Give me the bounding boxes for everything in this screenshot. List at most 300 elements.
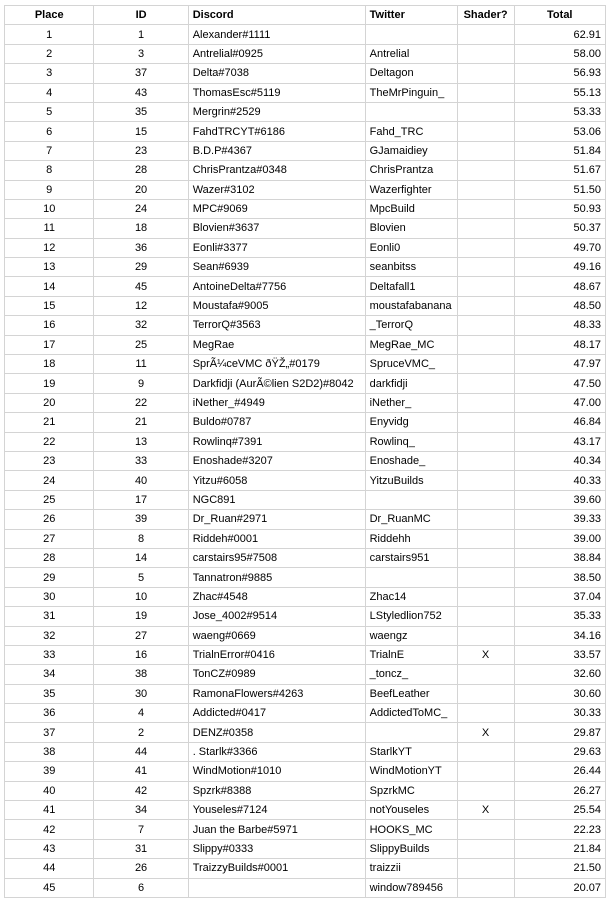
place-cell[interactable]: 17 — [5, 335, 94, 354]
discord-cell[interactable]: carstairs95#7508 — [188, 548, 365, 567]
id-cell[interactable]: 1 — [94, 25, 188, 44]
discord-cell[interactable]: FahdTRCYT#6186 — [188, 122, 365, 141]
twitter-cell[interactable]: waengz — [365, 626, 457, 645]
table-row — [5, 451, 606, 470]
id-cell[interactable]: 16 — [94, 645, 188, 664]
shader-cell[interactable] — [457, 83, 514, 102]
place-cell[interactable]: 20 — [5, 393, 94, 412]
id-cell[interactable]: 36 — [94, 238, 188, 257]
place-cell[interactable]: 31 — [5, 607, 94, 626]
id-cell[interactable]: 24 — [94, 199, 188, 218]
discord-cell[interactable]: Buldo#0787 — [188, 413, 365, 432]
shader-cell[interactable] — [457, 199, 514, 218]
discord-cell[interactable]: Mergrin#2529 — [188, 102, 365, 121]
place-cell[interactable]: 19 — [5, 374, 94, 393]
place-cell[interactable]: 8 — [5, 161, 94, 180]
place-cell[interactable]: 27 — [5, 529, 94, 548]
total-cell[interactable]: 30.60 — [514, 684, 605, 703]
total-cell[interactable]: 48.33 — [514, 316, 605, 335]
id-cell[interactable]: 4 — [94, 704, 188, 723]
table-row — [5, 645, 606, 664]
table-row — [5, 180, 606, 199]
twitter-cell[interactable]: ChrisPrantza — [365, 161, 457, 180]
total-cell[interactable]: 51.50 — [514, 180, 605, 199]
shader-cell[interactable] — [457, 44, 514, 63]
twitter-cell[interactable]: AddictedToMC_ — [365, 704, 457, 723]
twitter-cell[interactable]: TrialnE — [365, 645, 457, 664]
table-row — [5, 762, 606, 781]
shader-cell[interactable]: X — [457, 801, 514, 820]
table-row — [5, 64, 606, 83]
id-cell[interactable]: 35 — [94, 102, 188, 121]
twitter-cell[interactable]: notYouseles — [365, 801, 457, 820]
place-cell[interactable]: 30 — [5, 587, 94, 606]
discord-cell[interactable]: TonCZ#0989 — [188, 665, 365, 684]
twitter-cell[interactable]: Antrelial — [365, 44, 457, 63]
shader-cell[interactable] — [457, 335, 514, 354]
twitter-cell[interactable]: Blovien — [365, 219, 457, 238]
place-cell[interactable]: 1 — [5, 25, 94, 44]
place-cell[interactable]: 15 — [5, 296, 94, 315]
twitter-cell[interactable]: SpruceVMC_ — [365, 355, 457, 374]
total-cell[interactable]: 39.60 — [514, 490, 605, 509]
twitter-cell[interactable]: SpzrkMC — [365, 781, 457, 800]
shader-cell[interactable]: X — [457, 645, 514, 664]
place-cell[interactable]: 25 — [5, 490, 94, 509]
discord-cell[interactable]: Spzrk#8388 — [188, 781, 365, 800]
table-row — [5, 277, 606, 296]
total-cell[interactable]: 26.27 — [514, 781, 605, 800]
place-cell[interactable]: 23 — [5, 451, 94, 470]
total-cell[interactable]: 48.67 — [514, 277, 605, 296]
place-cell[interactable]: 42 — [5, 820, 94, 839]
discord-cell[interactable]: DENZ#0358 — [188, 723, 365, 742]
discord-cell[interactable]: Blovien#3637 — [188, 219, 365, 238]
shader-cell[interactable] — [457, 25, 514, 44]
twitter-cell[interactable] — [365, 490, 457, 509]
total-cell[interactable]: 50.93 — [514, 199, 605, 218]
id-cell[interactable]: 39 — [94, 510, 188, 529]
place-cell[interactable]: 4 — [5, 83, 94, 102]
twitter-cell[interactable]: StarlkYT — [365, 742, 457, 761]
place-cell[interactable]: 14 — [5, 277, 94, 296]
table-row — [5, 102, 606, 121]
discord-cell[interactable]: NGC891 — [188, 490, 365, 509]
discord-cell[interactable]: MPC#9069 — [188, 199, 365, 218]
total-cell[interactable]: 53.33 — [514, 102, 605, 121]
shader-cell[interactable] — [457, 355, 514, 374]
discord-cell[interactable]: Moustafa#9005 — [188, 296, 365, 315]
shader-cell[interactable] — [457, 490, 514, 509]
twitter-cell[interactable]: LStyledlion752 — [365, 607, 457, 626]
id-cell[interactable]: 29 — [94, 258, 188, 277]
place-cell[interactable]: 26 — [5, 510, 94, 529]
shader-cell[interactable] — [457, 432, 514, 451]
twitter-cell[interactable]: Fahd_TRC — [365, 122, 457, 141]
place-cell[interactable]: 12 — [5, 238, 94, 257]
table-row — [5, 161, 606, 180]
place-cell[interactable]: 29 — [5, 568, 94, 587]
shader-cell[interactable] — [457, 781, 514, 800]
total-cell[interactable]: 47.97 — [514, 355, 605, 374]
twitter-cell[interactable] — [365, 723, 457, 742]
total-cell[interactable]: 38.84 — [514, 548, 605, 567]
place-cell[interactable]: 22 — [5, 432, 94, 451]
total-cell[interactable]: 34.16 — [514, 626, 605, 645]
discord-cell[interactable]: . Starlk#3366 — [188, 742, 365, 761]
twitter-cell[interactable]: Deltagon — [365, 64, 457, 83]
twitter-cell[interactable]: iNether_ — [365, 393, 457, 412]
discord-cell[interactable]: SprÃ¼ceVMC ðŸŽ„#0179 — [188, 355, 365, 374]
discord-cell[interactable]: Enoshade#3207 — [188, 451, 365, 470]
id-cell[interactable]: 15 — [94, 122, 188, 141]
discord-cell[interactable]: WindMotion#1010 — [188, 762, 365, 781]
table-row — [5, 199, 606, 218]
twitter-cell[interactable]: Dr_RuanMC — [365, 510, 457, 529]
twitter-cell[interactable]: GJamaidiey — [365, 141, 457, 160]
id-cell[interactable]: 13 — [94, 432, 188, 451]
table-row — [5, 723, 606, 742]
twitter-cell[interactable]: _TerrorQ — [365, 316, 457, 335]
discord-cell[interactable]: Darkfidji (AurÃ©lien S2D2)#8042 — [188, 374, 365, 393]
shader-cell[interactable] — [457, 296, 514, 315]
id-cell[interactable]: 26 — [94, 859, 188, 878]
id-cell[interactable]: 14 — [94, 548, 188, 567]
id-cell[interactable]: 5 — [94, 568, 188, 587]
total-cell[interactable]: 26.44 — [514, 762, 605, 781]
id-cell[interactable]: 2 — [94, 723, 188, 742]
shader-cell[interactable] — [457, 684, 514, 703]
place-cell[interactable]: 41 — [5, 801, 94, 820]
shader-cell[interactable] — [457, 762, 514, 781]
total-cell[interactable]: 29.87 — [514, 723, 605, 742]
place-cell[interactable]: 39 — [5, 762, 94, 781]
shader-cell[interactable] — [457, 529, 514, 548]
discord-cell[interactable]: ThomasEsc#5119 — [188, 83, 365, 102]
place-cell[interactable]: 21 — [5, 413, 94, 432]
twitter-cell[interactable]: Eonli0 — [365, 238, 457, 257]
total-cell[interactable]: 48.17 — [514, 335, 605, 354]
id-cell[interactable]: 32 — [94, 316, 188, 335]
total-cell[interactable]: 25.54 — [514, 801, 605, 820]
discord-cell[interactable] — [188, 878, 365, 897]
id-cell[interactable]: 9 — [94, 374, 188, 393]
total-cell[interactable]: 35.33 — [514, 607, 605, 626]
shader-cell[interactable] — [457, 471, 514, 490]
id-cell[interactable]: 28 — [94, 161, 188, 180]
shader-cell[interactable] — [457, 161, 514, 180]
place-cell[interactable]: 24 — [5, 471, 94, 490]
total-cell[interactable]: 30.33 — [514, 704, 605, 723]
total-cell[interactable]: 38.50 — [514, 568, 605, 587]
id-cell[interactable]: 21 — [94, 413, 188, 432]
twitter-cell[interactable]: HOOKS_MC — [365, 820, 457, 839]
place-cell[interactable]: 3 — [5, 64, 94, 83]
twitter-cell[interactable]: MpcBuild — [365, 199, 457, 218]
discord-cell[interactable]: Wazer#3102 — [188, 180, 365, 199]
twitter-cell[interactable] — [365, 102, 457, 121]
shader-cell[interactable] — [457, 316, 514, 335]
discord-cell[interactable]: Tannatron#9885 — [188, 568, 365, 587]
total-cell[interactable]: 33.57 — [514, 645, 605, 664]
total-cell[interactable]: 37.04 — [514, 587, 605, 606]
id-cell[interactable]: 25 — [94, 335, 188, 354]
twitter-cell[interactable]: Rowlinq_ — [365, 432, 457, 451]
discord-cell[interactable]: Delta#7038 — [188, 64, 365, 83]
total-cell[interactable]: 62.91 — [514, 25, 605, 44]
twitter-cell[interactable]: MegRae_MC — [365, 335, 457, 354]
shader-cell[interactable] — [457, 64, 514, 83]
twitter-cell[interactable]: Wazerfighter — [365, 180, 457, 199]
shader-cell[interactable] — [457, 122, 514, 141]
place-cell[interactable]: 37 — [5, 723, 94, 742]
id-cell[interactable]: 41 — [94, 762, 188, 781]
shader-cell[interactable] — [457, 374, 514, 393]
table-row — [5, 258, 606, 277]
twitter-cell[interactable]: YitzuBuilds — [365, 471, 457, 490]
shader-cell[interactable] — [457, 665, 514, 684]
shader-cell[interactable] — [457, 839, 514, 858]
table-row — [5, 820, 606, 839]
total-cell[interactable]: 22.23 — [514, 820, 605, 839]
place-cell[interactable]: 43 — [5, 839, 94, 858]
shader-cell[interactable]: X — [457, 723, 514, 742]
place-cell[interactable]: 40 — [5, 781, 94, 800]
id-cell[interactable]: 40 — [94, 471, 188, 490]
id-cell[interactable]: 33 — [94, 451, 188, 470]
header-id[interactable]: ID — [94, 6, 188, 25]
place-cell[interactable]: 9 — [5, 180, 94, 199]
shader-cell[interactable] — [457, 704, 514, 723]
place-cell[interactable]: 7 — [5, 141, 94, 160]
total-cell[interactable]: 48.50 — [514, 296, 605, 315]
shader-cell[interactable] — [457, 180, 514, 199]
discord-cell[interactable]: Sean#6939 — [188, 258, 365, 277]
id-cell[interactable]: 18 — [94, 219, 188, 238]
id-cell[interactable]: 22 — [94, 393, 188, 412]
total-cell[interactable]: 39.00 — [514, 529, 605, 548]
discord-cell[interactable]: MegRae — [188, 335, 365, 354]
total-cell[interactable]: 50.37 — [514, 219, 605, 238]
shader-cell[interactable] — [457, 587, 514, 606]
table-row — [5, 316, 606, 335]
shader-cell[interactable] — [457, 238, 514, 257]
discord-cell[interactable]: Eonli#3377 — [188, 238, 365, 257]
id-cell[interactable]: 3 — [94, 44, 188, 63]
twitter-cell[interactable]: window789456 — [365, 878, 457, 897]
header-twitter[interactable]: Twitter — [365, 6, 457, 25]
shader-cell[interactable] — [457, 102, 514, 121]
table-row — [5, 742, 606, 761]
twitter-cell[interactable]: carstairs951 — [365, 548, 457, 567]
place-cell[interactable]: 2 — [5, 44, 94, 63]
place-cell[interactable]: 33 — [5, 645, 94, 664]
twitter-cell[interactable]: Enyvidg — [365, 413, 457, 432]
place-cell[interactable]: 13 — [5, 258, 94, 277]
discord-cell[interactable]: Juan the Barbe#5971 — [188, 820, 365, 839]
total-cell[interactable]: 56.93 — [514, 64, 605, 83]
discord-cell[interactable]: ChrisPrantza#0348 — [188, 161, 365, 180]
id-cell[interactable]: 11 — [94, 355, 188, 374]
id-cell[interactable]: 12 — [94, 296, 188, 315]
shader-cell[interactable] — [457, 568, 514, 587]
shader-cell[interactable] — [457, 626, 514, 645]
shader-cell[interactable] — [457, 742, 514, 761]
id-cell[interactable]: 38 — [94, 665, 188, 684]
twitter-cell[interactable]: SlippyBuilds — [365, 839, 457, 858]
id-cell[interactable]: 42 — [94, 781, 188, 800]
total-cell[interactable]: 20.07 — [514, 878, 605, 897]
id-cell[interactable]: 10 — [94, 587, 188, 606]
twitter-cell[interactable]: TheMrPinguin_ — [365, 83, 457, 102]
id-cell[interactable]: 8 — [94, 529, 188, 548]
discord-cell[interactable]: TraizzyBuilds#0001 — [188, 859, 365, 878]
place-cell[interactable]: 45 — [5, 878, 94, 897]
discord-cell[interactable]: TrialnError#0416 — [188, 645, 365, 664]
place-cell[interactable]: 32 — [5, 626, 94, 645]
shader-cell[interactable] — [457, 548, 514, 567]
twitter-cell[interactable]: moustafabanana — [365, 296, 457, 315]
table-row — [5, 510, 606, 529]
id-cell[interactable]: 23 — [94, 141, 188, 160]
shader-cell[interactable] — [457, 277, 514, 296]
twitter-cell[interactable]: Riddehh — [365, 529, 457, 548]
place-cell[interactable]: 11 — [5, 219, 94, 238]
total-cell[interactable]: 21.50 — [514, 859, 605, 878]
results-table — [4, 5, 606, 898]
discord-cell[interactable]: TerrorQ#3563 — [188, 316, 365, 335]
place-cell[interactable]: 6 — [5, 122, 94, 141]
id-cell[interactable]: 44 — [94, 742, 188, 761]
shader-cell[interactable] — [457, 878, 514, 897]
shader-cell[interactable] — [457, 258, 514, 277]
header-discord[interactable]: Discord — [188, 6, 365, 25]
id-cell[interactable]: 43 — [94, 83, 188, 102]
shader-cell[interactable] — [457, 859, 514, 878]
twitter-cell[interactable]: Deltafall1 — [365, 277, 457, 296]
twitter-cell[interactable]: Enoshade_ — [365, 451, 457, 470]
total-cell[interactable]: 55.13 — [514, 83, 605, 102]
place-cell[interactable]: 18 — [5, 355, 94, 374]
total-cell[interactable]: 29.63 — [514, 742, 605, 761]
id-cell[interactable]: 6 — [94, 878, 188, 897]
shader-cell[interactable] — [457, 820, 514, 839]
total-cell[interactable]: 49.70 — [514, 238, 605, 257]
id-cell[interactable]: 37 — [94, 64, 188, 83]
discord-cell[interactable]: Addicted#0417 — [188, 704, 365, 723]
total-cell[interactable]: 40.33 — [514, 471, 605, 490]
header-shader[interactable]: Shader? — [457, 6, 514, 25]
place-cell[interactable]: 16 — [5, 316, 94, 335]
discord-cell[interactable]: Slippy#0333 — [188, 839, 365, 858]
twitter-cell[interactable]: darkfidji — [365, 374, 457, 393]
place-cell[interactable]: 36 — [5, 704, 94, 723]
place-cell[interactable]: 28 — [5, 548, 94, 567]
id-cell[interactable]: 17 — [94, 490, 188, 509]
discord-cell[interactable]: Zhac#4548 — [188, 587, 365, 606]
shader-cell[interactable] — [457, 413, 514, 432]
id-cell[interactable]: 27 — [94, 626, 188, 645]
place-cell[interactable]: 10 — [5, 199, 94, 218]
twitter-cell[interactable] — [365, 568, 457, 587]
id-cell[interactable]: 7 — [94, 820, 188, 839]
place-cell[interactable]: 35 — [5, 684, 94, 703]
total-cell[interactable]: 39.33 — [514, 510, 605, 529]
total-cell[interactable]: 47.50 — [514, 374, 605, 393]
discord-cell[interactable]: iNether_#4949 — [188, 393, 365, 412]
table-row — [5, 296, 606, 315]
twitter-cell[interactable] — [365, 25, 457, 44]
id-cell[interactable]: 30 — [94, 684, 188, 703]
header-place[interactable]: Place — [5, 6, 94, 25]
place-cell[interactable]: 38 — [5, 742, 94, 761]
total-cell[interactable]: 43.17 — [514, 432, 605, 451]
table-row — [5, 83, 606, 102]
id-cell[interactable]: 34 — [94, 801, 188, 820]
place-cell[interactable]: 44 — [5, 859, 94, 878]
discord-cell[interactable]: Jose_4002#9514 — [188, 607, 365, 626]
discord-cell[interactable]: Dr_Ruan#2971 — [188, 510, 365, 529]
shader-cell[interactable] — [457, 219, 514, 238]
table-row — [5, 568, 606, 587]
twitter-cell[interactable]: traizzii — [365, 859, 457, 878]
table-row — [5, 335, 606, 354]
total-cell[interactable]: 58.00 — [514, 44, 605, 63]
twitter-cell[interactable]: seanbitss — [365, 258, 457, 277]
id-cell[interactable]: 20 — [94, 180, 188, 199]
total-cell[interactable]: 40.34 — [514, 451, 605, 470]
twitter-cell[interactable]: Zhac14 — [365, 587, 457, 606]
header-total[interactable]: Total — [514, 6, 605, 25]
id-cell[interactable]: 31 — [94, 839, 188, 858]
shader-cell[interactable] — [457, 451, 514, 470]
total-cell[interactable]: 53.06 — [514, 122, 605, 141]
discord-cell[interactable]: Yitzu#6058 — [188, 471, 365, 490]
discord-cell[interactable]: Alexander#1111 — [188, 25, 365, 44]
total-cell[interactable]: 21.84 — [514, 839, 605, 858]
discord-cell[interactable]: Riddeh#0001 — [188, 529, 365, 548]
twitter-cell[interactable]: _toncz_ — [365, 665, 457, 684]
total-cell[interactable]: 47.00 — [514, 393, 605, 412]
total-cell[interactable]: 32.60 — [514, 665, 605, 684]
shader-cell[interactable] — [457, 393, 514, 412]
total-cell[interactable]: 46.84 — [514, 413, 605, 432]
table-row — [5, 238, 606, 257]
twitter-cell[interactable]: WindMotionYT — [365, 762, 457, 781]
table-row — [5, 859, 606, 878]
discord-cell[interactable]: Antrelial#0925 — [188, 44, 365, 63]
discord-cell[interactable]: Rowlinq#7391 — [188, 432, 365, 451]
total-cell[interactable]: 49.16 — [514, 258, 605, 277]
total-cell[interactable]: 51.84 — [514, 141, 605, 160]
table-row — [5, 490, 606, 509]
id-cell[interactable]: 19 — [94, 607, 188, 626]
discord-cell[interactable]: RamonaFlowers#4263 — [188, 684, 365, 703]
total-cell[interactable]: 51.67 — [514, 161, 605, 180]
table-row — [5, 355, 606, 374]
id-cell[interactable]: 45 — [94, 277, 188, 296]
shader-cell[interactable] — [457, 141, 514, 160]
discord-cell[interactable]: B.D.P#4367 — [188, 141, 365, 160]
shader-cell[interactable] — [457, 607, 514, 626]
shader-cell[interactable] — [457, 510, 514, 529]
discord-cell[interactable]: waeng#0669 — [188, 626, 365, 645]
place-cell[interactable]: 5 — [5, 102, 94, 121]
place-cell[interactable]: 34 — [5, 665, 94, 684]
twitter-cell[interactable]: BeefLeather — [365, 684, 457, 703]
discord-cell[interactable]: Youseles#7124 — [188, 801, 365, 820]
discord-cell[interactable]: AntoineDelta#7756 — [188, 277, 365, 296]
